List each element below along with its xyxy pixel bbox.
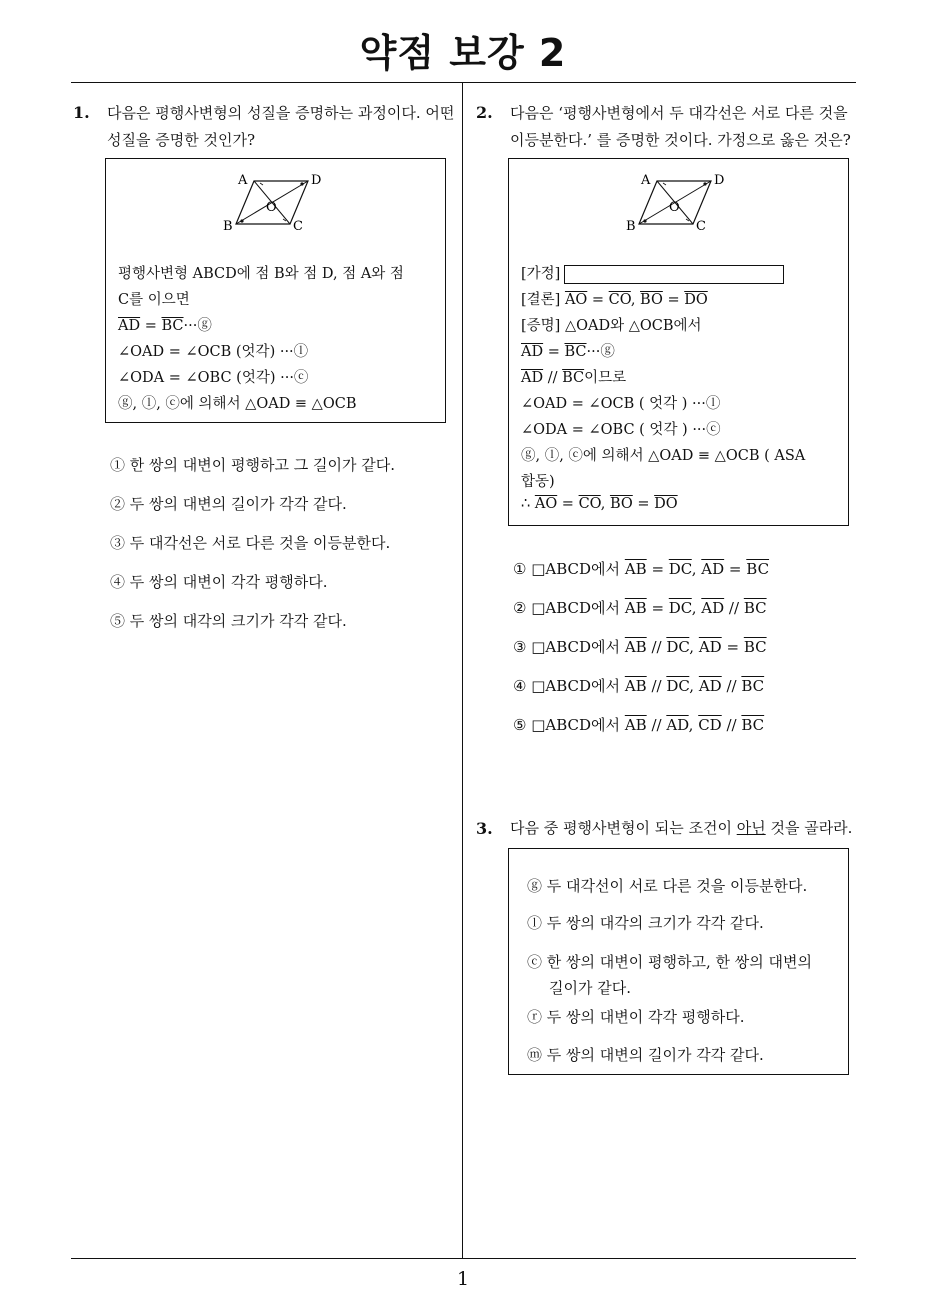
label-c: C (293, 219, 303, 234)
box-line-6: ⓖ, ⓛ, ⓒ에 의해서 △OAD ≡ △OCB (118, 396, 357, 412)
page-title: 약점 보강 2 (359, 31, 567, 75)
label-a: A (238, 173, 248, 188)
choice-1[interactable]: ① 한 쌍의 대변이 평행하고 그 길이가 같다. (110, 456, 395, 474)
proof-line-congruence-cont: 합동) (521, 474, 555, 490)
conclusion-line: [결론] $\overline{AO} = \overline{CO}$, $\overline{BO} = \overline{DO}$ (521, 292, 708, 308)
condition-3-cont: 길이가 같다. (549, 979, 631, 997)
box-line-3: $\overline{AD}$ = $\overline{BC}\cdot\cdot\cdotⓖ$ (118, 318, 212, 334)
question-number: 1. (73, 103, 90, 122)
angle-mark-b (643, 219, 646, 222)
choice-3[interactable]: ③ □ABCD에서 $\overline{AB} // \overline{DC}$, $\overline{AD} = \overline{BC}$ (513, 638, 767, 656)
label-c: C (696, 219, 706, 234)
angle-mark-b (240, 219, 243, 222)
proof-box (508, 158, 849, 526)
choice-3[interactable]: ③ 두 대각선은 서로 다른 것을 이등분한다. (110, 534, 391, 552)
choice-5[interactable]: ⑤ 두 쌍의 대각의 크기가 각각 같다. (110, 612, 347, 630)
question-number: 2. (476, 103, 493, 122)
condition-5: ⓜ 두 쌍의 대변의 길이가 각각 같다. (527, 1046, 764, 1064)
proof-line-congruence: ⓖ, ⓛ, ⓒ에 의해서 △OAD ≡ △OCB ( ASA (521, 448, 806, 464)
condition-1: ⓖ 두 대각선이 서로 다른 것을 이등분한다. (527, 877, 808, 895)
label-o: O (266, 200, 277, 215)
label-b: B (626, 219, 636, 234)
emphasis-underline: 아닌 (736, 819, 766, 837)
question-number: 3. (476, 819, 493, 838)
choice-2[interactable]: ② □ABCD에서 $\overline{AB} = \overline{DC}$, $\overline{AD} // \overline{BC}$ (513, 599, 767, 617)
choice-5[interactable]: ⑤ □ABCD에서 $\overline{AB} // \overline{AD}$, $\overline{CD} // \overline{BC}$ (513, 716, 765, 734)
choice-1[interactable]: ① □ABCD에서 $\overline{AB} = \overline{DC}$, $\overline{AD} = \overline{BC}$ (513, 560, 770, 578)
proof-line-parallel: $\overline{AD} // \overline{BC}$이므로 (521, 370, 627, 386)
proof-line-sides: $\overline{AD}$ = $\overline{BC}\cdot\cdot\cdotⓖ$ (521, 344, 615, 360)
question-text-line2: 이등분한다.’ 를 증명한 것이다. 가정으로 옳은 것은? (510, 131, 851, 149)
box-line-2: C를 이으면 (118, 292, 190, 308)
bottom-divider (71, 1258, 856, 1259)
question-text-line2: 성질을 증명한 것인가? (107, 131, 255, 149)
question-text-line1: 다음은 ‘평행사변형에서 두 대각선은 서로 다른 것을 (510, 104, 848, 122)
assumption-line: [가정] (521, 262, 784, 284)
box-line-1: 평행사변형 ABCD에 점 B와 점 D, 점 A와 점 (118, 266, 404, 282)
angle-mark-d (703, 182, 706, 185)
parallelogram-figure (216, 169, 346, 235)
choice-4[interactable]: ④ □ABCD에서 $\overline{AB} // \overline{DC}$, $\overline{AD} // \overline{BC}$ (513, 677, 765, 695)
condition-2: ⓛ 두 쌍의 대각의 크기가 각각 같다. (527, 914, 764, 932)
condition-3: ⓒ 한 쌍의 대변이 평행하고, 한 쌍의 대변의 (527, 953, 812, 971)
label-o: O (669, 200, 680, 215)
proof-intro-line: [증명] △OAD와 △OCB에서 (521, 318, 702, 334)
condition-4: ⓡ 두 쌍의 대변이 각각 평행하다. (527, 1008, 745, 1026)
choice-4[interactable]: ④ 두 쌍의 대변이 각각 평행하다. (110, 573, 328, 591)
question-text-line1: 다음은 평행사변형의 성질을 증명하는 과정이다. 어떤 (107, 104, 455, 122)
box-line-5: ∠ODA = ∠OBC (엇각) ···ⓒ (118, 370, 309, 386)
proof-line-angle2: ∠ODA = ∠OBC ( 엇각 ) ···ⓒ (521, 422, 721, 438)
top-divider (71, 82, 856, 83)
question-text: 다음 중 평행사변형이 되는 조건이 아닌 것을 골라라. (510, 819, 853, 837)
angle-mark-d (300, 182, 303, 185)
label-a: A (641, 173, 651, 188)
label-d: D (714, 173, 725, 188)
label-b: B (223, 219, 233, 234)
choice-2[interactable]: ② 두 쌍의 대변의 길이가 각각 같다. (110, 495, 347, 513)
conditions-box (508, 848, 849, 1075)
column-divider (462, 82, 463, 1258)
proof-line-therefore: ∴ $\overline{AO} = \overline{CO}$, $\overline{BO} = \overline{DO}$ (521, 496, 678, 512)
proof-box (105, 158, 446, 423)
page-number: 1 (456, 1268, 470, 1290)
label-d: D (311, 173, 322, 188)
proof-line-angle1: ∠OAD = ∠OCB ( 엇각 ) ···ⓛ (521, 396, 721, 412)
parallelogram-figure (619, 169, 749, 235)
box-line-4: ∠OAD = ∠OCB (엇각) ···ⓛ (118, 344, 309, 360)
assumption-blank[interactable] (564, 265, 784, 284)
